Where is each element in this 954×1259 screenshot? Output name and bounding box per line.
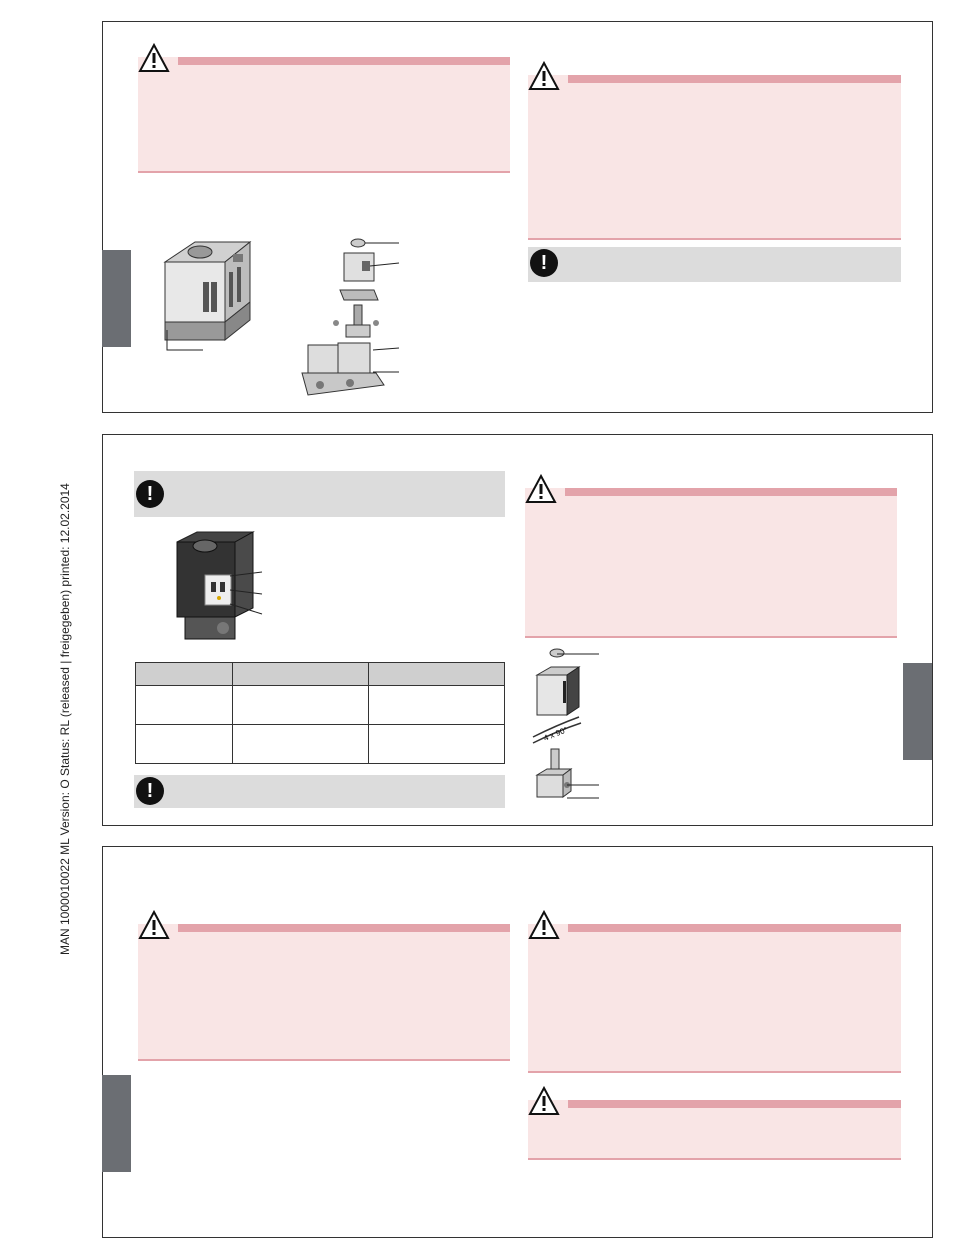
warning-icon [138, 910, 170, 940]
note-box [134, 775, 505, 808]
warning-box [528, 75, 901, 240]
document-footer-side-text: MAN 1000010022 ML Version: O Status: RL (released | freigegeben) printed: 12.02.2014 [58, 483, 72, 955]
warning-box [138, 924, 510, 1061]
warning-icon [525, 474, 557, 504]
exclamation-icon: ! [136, 777, 164, 805]
section-tab [903, 663, 932, 760]
rotation-label: 4 x 90° [542, 725, 569, 743]
warning-box [138, 57, 510, 173]
callout-line [165, 330, 205, 355]
warning-box [525, 488, 897, 638]
exclamation-icon: ! [136, 480, 164, 508]
section-tab [102, 250, 131, 347]
section-tab [102, 1075, 131, 1172]
warning-icon [528, 1086, 560, 1116]
callout-lines [557, 648, 602, 808]
callout-lines [365, 238, 405, 378]
warning-box [528, 1100, 901, 1160]
warning-icon [528, 61, 560, 91]
warning-icon [138, 43, 170, 73]
note-box [134, 471, 505, 517]
callout-lines [228, 560, 268, 620]
warning-box [528, 924, 901, 1073]
spec-table [135, 662, 505, 764]
exclamation-icon: ! [530, 249, 558, 277]
note-box [528, 247, 901, 282]
warning-icon [528, 910, 560, 940]
